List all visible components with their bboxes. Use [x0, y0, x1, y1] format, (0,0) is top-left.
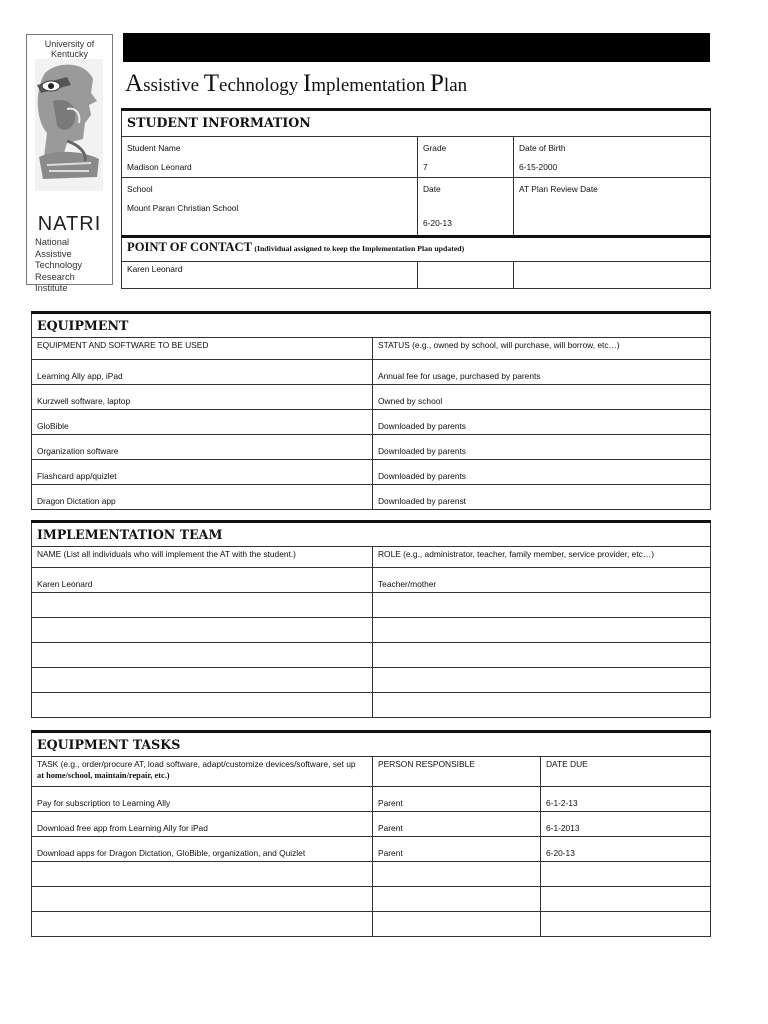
- table-row: Organization software Downloaded by parents: [32, 435, 711, 460]
- table-row: Learning Ally app, iPad Annual fee for usage, purchased by parents: [32, 360, 711, 385]
- table-row: GloBible Downloaded by parents: [32, 410, 711, 435]
- university-label: University of Kentucky: [44, 39, 95, 59]
- school-value: Mount Paran Christian School: [127, 203, 239, 213]
- org-full-name: National Assistive Technology Research Institute: [35, 237, 83, 294]
- name-col-header: NAME (List all individuals who will implement the AT with the student.): [32, 547, 373, 568]
- table-row: [32, 887, 711, 912]
- table-row: [32, 643, 711, 668]
- dob-value: 6-15-2000: [519, 162, 558, 172]
- role-col-header: ROLE (e.g., administrator, teacher, family member, service provider, etc…): [373, 547, 711, 568]
- profile-faces-icon: [27, 53, 112, 193]
- equipment-header: EQUIPMENT: [32, 313, 711, 338]
- table-row: Dragon Dictation app Downloaded by parenst: [32, 485, 711, 510]
- table-row: [32, 593, 711, 618]
- header-bar: [123, 33, 710, 62]
- student-info-table: [121, 108, 711, 289]
- page-title: Assistive Technology Implementation Plan: [125, 70, 468, 97]
- person-col-header: PERSON RESPONSIBLE: [373, 757, 541, 787]
- task-col-header: TASK (e.g., order/procure AT, load software, adapt/customize devices/software, set up at home/school, maintain/repair, etc.): [32, 757, 373, 787]
- school-cell: School Mount Paran Christian School: [122, 178, 418, 237]
- date-cell: Date 6-20-13: [418, 178, 514, 237]
- poc-value: Karen Leonard: [127, 264, 183, 274]
- grade-value: 7: [423, 162, 428, 172]
- student-name-cell: Student Name Madison Leonard: [122, 137, 418, 178]
- table-row: [32, 912, 711, 937]
- natri-logo: [26, 34, 113, 294]
- date-due-col-header: DATE DUE: [541, 757, 711, 787]
- table-row: Download free app from Learning Ally for iPad Parent 6-1-2013: [32, 812, 711, 837]
- table-row: [32, 862, 711, 887]
- table-row: [32, 668, 711, 693]
- table-row: Kurzwell software, laptop Owned by school: [32, 385, 711, 410]
- table-row: [32, 618, 711, 643]
- poc-name-cell: [122, 262, 418, 289]
- date-value: 6-20-13: [423, 218, 452, 228]
- implementation-team-table: [31, 520, 711, 718]
- poc-empty-cell: [514, 262, 711, 289]
- student-info-header: STUDENT INFORMATION: [122, 110, 711, 137]
- student-name-value: Madison Leonard: [127, 162, 192, 172]
- table-row: Download apps for Dragon Dictation, GloBible, organization, and Quizlet Parent 6-20-13: [32, 837, 711, 862]
- team-header: IMPLEMENTATION TEAM: [32, 522, 711, 547]
- table-row: [32, 693, 711, 718]
- poc-header: POINT OF CONTACT (Individual assigned to keep the Implementation Plan updated): [122, 237, 711, 262]
- table-row: Pay for subscription to Learning Ally Parent 6-1-2-13: [32, 787, 711, 812]
- review-date-cell: AT Plan Review Date: [514, 178, 711, 237]
- table-row: Karen Leonard Teacher/mother: [32, 568, 711, 593]
- grade-cell: Grade 7: [418, 137, 514, 178]
- equipment-tasks-table: [31, 730, 711, 937]
- status-col-header: STATUS (e.g., owned by school, will purchase, will borrow, etc…): [373, 338, 711, 360]
- poc-empty-cell: [418, 262, 514, 289]
- tasks-header: EQUIPMENT TASKS: [32, 732, 711, 757]
- equipment-table: [31, 311, 711, 510]
- dob-cell: Date of Birth 6-15-2000: [514, 137, 711, 178]
- org-short-name: NATRI: [37, 213, 102, 235]
- equipment-col-header: EQUIPMENT AND SOFTWARE TO BE USED: [32, 338, 373, 360]
- table-row: Flashcard app/quizlet Downloaded by parents: [32, 460, 711, 485]
